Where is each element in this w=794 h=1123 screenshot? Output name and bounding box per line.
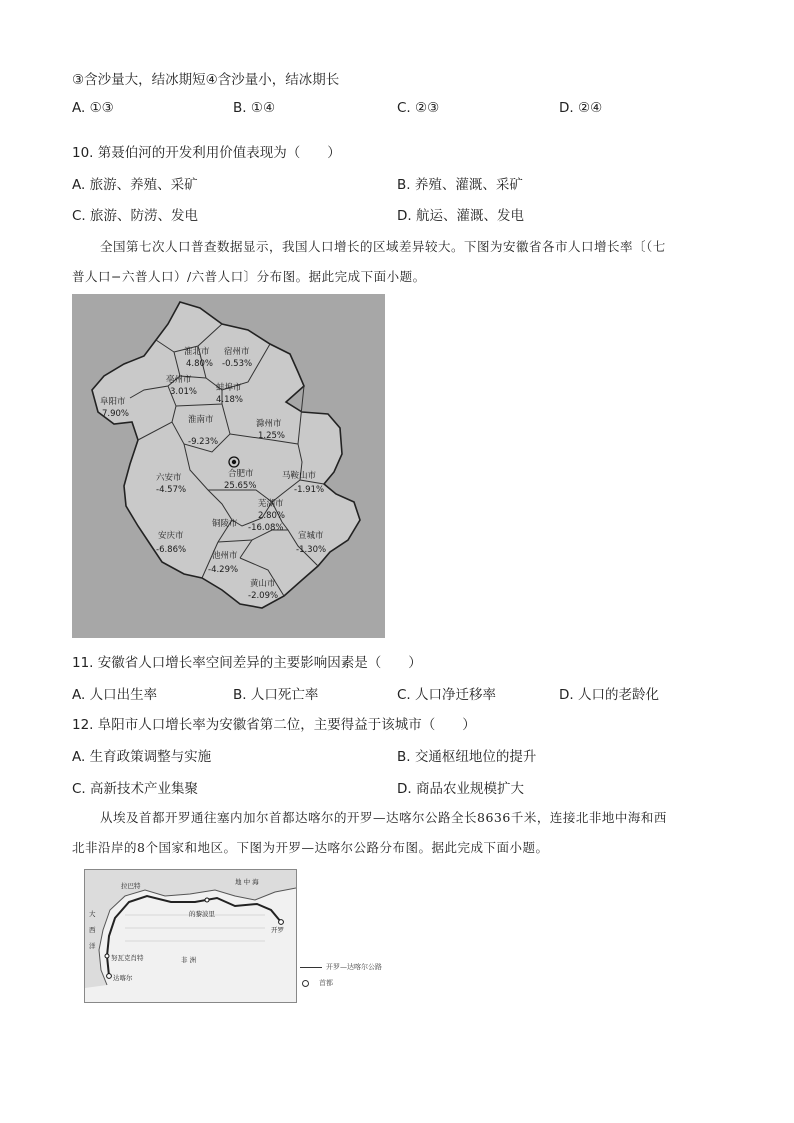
anhui-population-map [72,294,385,638]
q10-option-c: C. 旅游、防涝、发电 [72,208,199,224]
city-rate-hefei: 25.65% [224,481,257,491]
q10-option-a: A. 旅游、养殖、采矿 [72,177,198,193]
q9-option-c: C. ②③ [397,100,440,116]
q9-options-line: ③含沙量大，结冰期短④含沙量小，结冰期长 [72,72,340,88]
africa-map-svg [85,870,296,1002]
city-rate-huaibei: 4.80% [186,359,214,369]
q11-option-a: A. 人口出生率 [72,687,158,703]
city-name-bengbu: 蚌埠市 [216,383,242,393]
africa-map-legend [300,962,382,988]
capital-nouakchott [105,954,109,958]
q12-option-c: C. 高新技术产业集聚 [72,781,199,797]
q12-option-b: B. 交通枢纽地位的提升 [397,749,537,765]
city-rate-tongling: -16.08% [248,523,284,533]
capital-cairo [279,920,284,925]
city-rate-huangshan: -2.09% [248,591,279,601]
city-name-fuyang: 阜阳市 [100,397,126,407]
city-name-anqing: 安庆市 [158,531,184,541]
q11-stem: 11. 安徽省人口增长率空间差异的主要影响因素是（ ） [72,655,422,671]
intro1-line2: 普人口−六普人口）/六普人口〕分布图。据此完成下面小题。 [72,269,426,284]
q10-option-b: B. 养殖、灌溉、采矿 [397,177,523,193]
city-name-huaibei: 淮北市 [184,347,210,357]
legend-road-label: 开罗—达喀尔公路 [326,963,382,971]
city-rate-wuhu: 2.80% [258,511,286,521]
q9-option-b: B. ①④ [233,100,276,116]
q10-stem: 10. 第聂伯河的开发利用价值表现为（ ） [72,145,341,161]
city-rate-maanshan: -1.91% [294,485,325,495]
city-rate-chizhou: -4.29% [208,565,239,575]
city-rate-chuzhou: 1.25% [258,431,286,441]
city-name-chuzhou: 滁州市 [256,419,282,429]
city-name-huainan: 淮南市 [188,415,214,425]
city-name-chizhou: 池州市 [212,551,238,561]
city-rate-anqing: -6.86% [156,545,187,555]
label-continent: 非 洲 [181,956,197,964]
anhui-map-svg [72,294,385,638]
city-name-hefei: 合肥市 [228,469,254,479]
city-name-huangshan: 黄山市 [250,579,276,589]
city-name-tongling: 铜陵市 [212,519,238,529]
q12-option-a: A. 生育政策调整与实施 [72,749,212,765]
q11-option-d: D. 人口的老龄化 [559,687,659,703]
city-rate-bengbu: 4.18% [216,395,244,405]
label-ocean-1: 大 [89,910,96,918]
city-name-wuhu: 芜湖市 [258,499,284,509]
city-rate-luan: -4.57% [156,485,187,495]
q9-option-d: D. ②④ [559,100,603,116]
label-rabat: 拉巴特 [121,882,141,890]
q9-option-a: A. ①③ [72,100,114,116]
city-rate-huainan: -9.23% [188,437,219,447]
intro2-line1: 从埃及首都开罗通往塞内加尔首都达喀尔的开罗—达喀尔公路全长8636千米，连接北非地中海和西 [100,810,667,825]
cairo-dakar-road-map [84,869,297,1003]
capital-tripoli [205,898,209,902]
q11-option-b: B. 人口死亡率 [233,687,319,703]
city-name-maanshan: 马鞍山市 [282,471,317,481]
city-rate-suzhou: -0.53% [222,359,253,369]
city-name-suzhou: 宿州市 [224,347,250,357]
q12-stem: 12. 阜阳市人口增长率为安徽省第二位，主要得益于该城市（ ） [72,717,476,733]
city-name-bozhou: 亳州市 [166,375,192,385]
q12-option-d: D. 商品农业规模扩大 [397,781,524,797]
label-nouakchott: 努瓦克肖特 [111,954,144,962]
label-dakar: 达喀尔 [113,974,133,982]
city-name-xuancheng: 宣城市 [298,531,324,541]
city-rate-xuancheng: -1.30% [296,545,327,555]
label-tripoli: 的黎波里 [189,910,215,918]
q11-option-c: C. 人口净迁移率 [397,687,497,703]
legend-capital-label: 首都 [319,979,333,987]
city-name-luan: 六安市 [156,473,182,483]
intro2-line2: 北非沿岸的8个国家和地区。下图为开罗—达喀尔公路分布图。据此完成下面小题。 [72,840,549,855]
city-rate-bozhou: 3.01% [170,387,198,397]
label-sea: 地 中 海 [235,878,259,886]
label-cairo: 开罗 [271,926,284,934]
intro1-line1: 全国第七次人口普查数据显示，我国人口增长的区域差异较大。下图为安徽省各市人口增长率〔（七 [100,239,666,254]
city-rate-fuyang: 7.90% [102,409,130,419]
label-ocean-2: 西 [89,926,96,934]
capital-dakar [107,974,112,979]
label-ocean-3: 洋 [89,942,96,950]
q10-option-d: D. 航运、灌溉、发电 [397,208,524,224]
